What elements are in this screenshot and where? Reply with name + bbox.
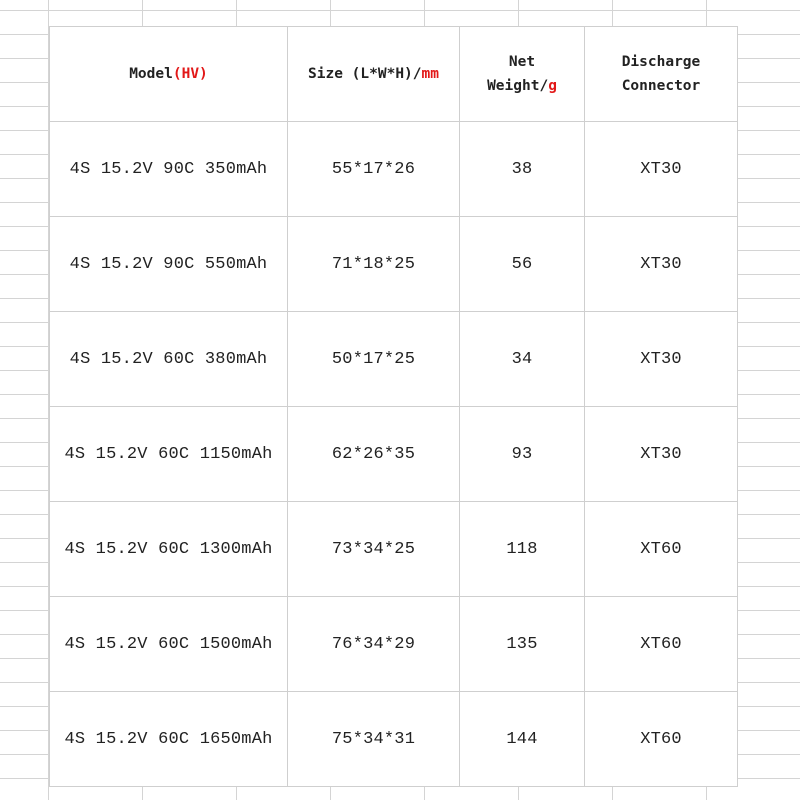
header-model[interactable] (50, 27, 288, 122)
cell-weight[interactable]: 135 (460, 597, 585, 692)
cell-model[interactable]: 4S 15.2V 60C 380mAh (50, 312, 288, 407)
cell-size[interactable]: 75*34*31 (288, 692, 460, 787)
table-row (50, 597, 738, 692)
cell-model[interactable]: 4S 15.2V 60C 1150mAh (50, 407, 288, 502)
header-row (50, 27, 738, 122)
header-net-weight[interactable] (460, 27, 585, 122)
cell-connector[interactable]: XT60 (585, 692, 738, 787)
table-row (50, 217, 738, 312)
header-weight-unit: g (548, 78, 557, 94)
header-discharge-connector[interactable] (585, 27, 738, 122)
table-row (50, 502, 738, 597)
cell-connector[interactable]: XT60 (585, 502, 738, 597)
cell-connector[interactable]: XT30 (585, 407, 738, 502)
cell-size[interactable]: 73*34*25 (288, 502, 460, 597)
cell-weight[interactable]: 144 (460, 692, 585, 787)
header-weight-line2: Weight/ (487, 78, 549, 94)
cell-weight[interactable]: 34 (460, 312, 585, 407)
battery-spec-table (49, 26, 738, 787)
cell-weight[interactable]: 93 (460, 407, 585, 502)
table-row (50, 692, 738, 787)
table-row (50, 312, 738, 407)
cell-model[interactable]: 4S 15.2V 60C 1650mAh (50, 692, 288, 787)
table-row (50, 407, 738, 502)
header-size[interactable] (288, 27, 460, 122)
cell-weight[interactable]: 38 (460, 122, 585, 217)
cell-weight[interactable]: 118 (460, 502, 585, 597)
cell-connector[interactable]: XT30 (585, 122, 738, 217)
cell-connector[interactable]: XT30 (585, 217, 738, 312)
cell-size[interactable]: 55*17*26 (288, 122, 460, 217)
header-model-label: Model (129, 66, 173, 82)
table-row (50, 122, 738, 217)
cell-size[interactable]: 50*17*25 (288, 312, 460, 407)
cell-size[interactable]: 71*18*25 (288, 217, 460, 312)
header-size-label: Size (L*W*H)/ (308, 66, 422, 82)
cell-connector[interactable]: XT60 (585, 597, 738, 692)
cell-model[interactable]: 4S 15.2V 90C 550mAh (50, 217, 288, 312)
cell-weight[interactable]: 56 (460, 217, 585, 312)
header-weight-line1: Net (508, 54, 536, 70)
cell-connector[interactable]: XT30 (585, 312, 738, 407)
header-model-highlight: (HV) (172, 66, 208, 82)
cell-model[interactable]: 4S 15.2V 60C 1300mAh (50, 502, 288, 597)
cell-model[interactable]: 4S 15.2V 60C 1500mAh (50, 597, 288, 692)
cell-size[interactable]: 76*34*29 (288, 597, 460, 692)
header-connector-line1: Discharge (621, 54, 701, 70)
cell-size[interactable]: 62*26*35 (288, 407, 460, 502)
header-size-unit: mm (421, 66, 439, 82)
cell-model[interactable]: 4S 15.2V 90C 350mAh (50, 122, 288, 217)
header-connector-line2: Connector (621, 78, 701, 94)
